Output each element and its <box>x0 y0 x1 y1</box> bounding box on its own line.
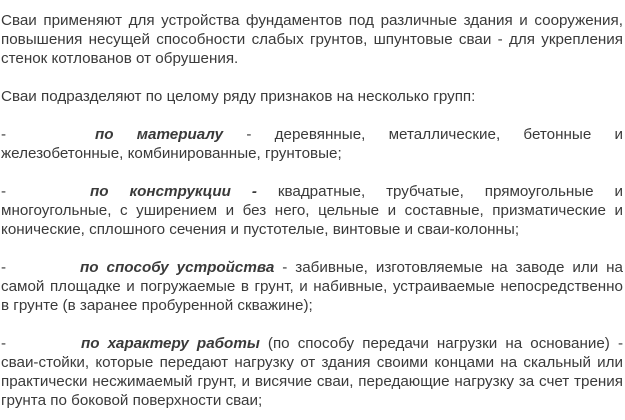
item-dash: - <box>1 183 7 200</box>
item-text: - забивные, изготовляемые на заводе или на самой площадке и погружаемые в грунт, и набивные, устраиваемые непосредственно в грунте (в заранее пробуренной скважине); <box>1 259 623 314</box>
item-text: - деревянные, металлические, бетонные и железобетонные, комбинированные, грунтовые; <box>1 126 623 162</box>
item-term: по материалу <box>95 126 224 143</box>
classification-item-work-character <box>1 334 623 410</box>
item-dash: - <box>1 126 7 143</box>
item-text: квадратные, трубчатые, прямоугольные и многоугольные, с уширением и без него, цельные и составные, призматические и конические, сплошного сечения и пустотелые, винтовые и сваи-колонны; <box>1 183 623 238</box>
classification-item-installation-method <box>1 258 623 315</box>
item-term: по характеру работы <box>81 335 260 352</box>
intro-paragraph: Сваи применяют для устройства фундаментов под различные здания и сооружения, повышения несущей способности слабых грунтов, шпунтовые сваи - для укрепления стенок котлованов от обрушения. <box>1 12 623 67</box>
item-text: (по способу передачи нагрузки на основание) - сваи-стойки, которые передают нагрузку от здания своими концами на скальный или практически несжимаемый грунт, и висячие сваи, передающие нагрузку за счет трения грунта по боковой поверхности сваи; <box>1 335 623 409</box>
item-term: по конструкции - <box>90 183 257 200</box>
item-term: по способу устройства <box>80 259 275 276</box>
lead-paragraph: Сваи подразделяют по целому ряду признаков на несколько групп: <box>1 88 476 105</box>
item-dash: - <box>1 335 7 352</box>
document-body <box>1 11 623 410</box>
item-dash: - <box>1 259 7 276</box>
classification-item-construction <box>1 182 623 239</box>
classification-item-material <box>1 125 623 163</box>
